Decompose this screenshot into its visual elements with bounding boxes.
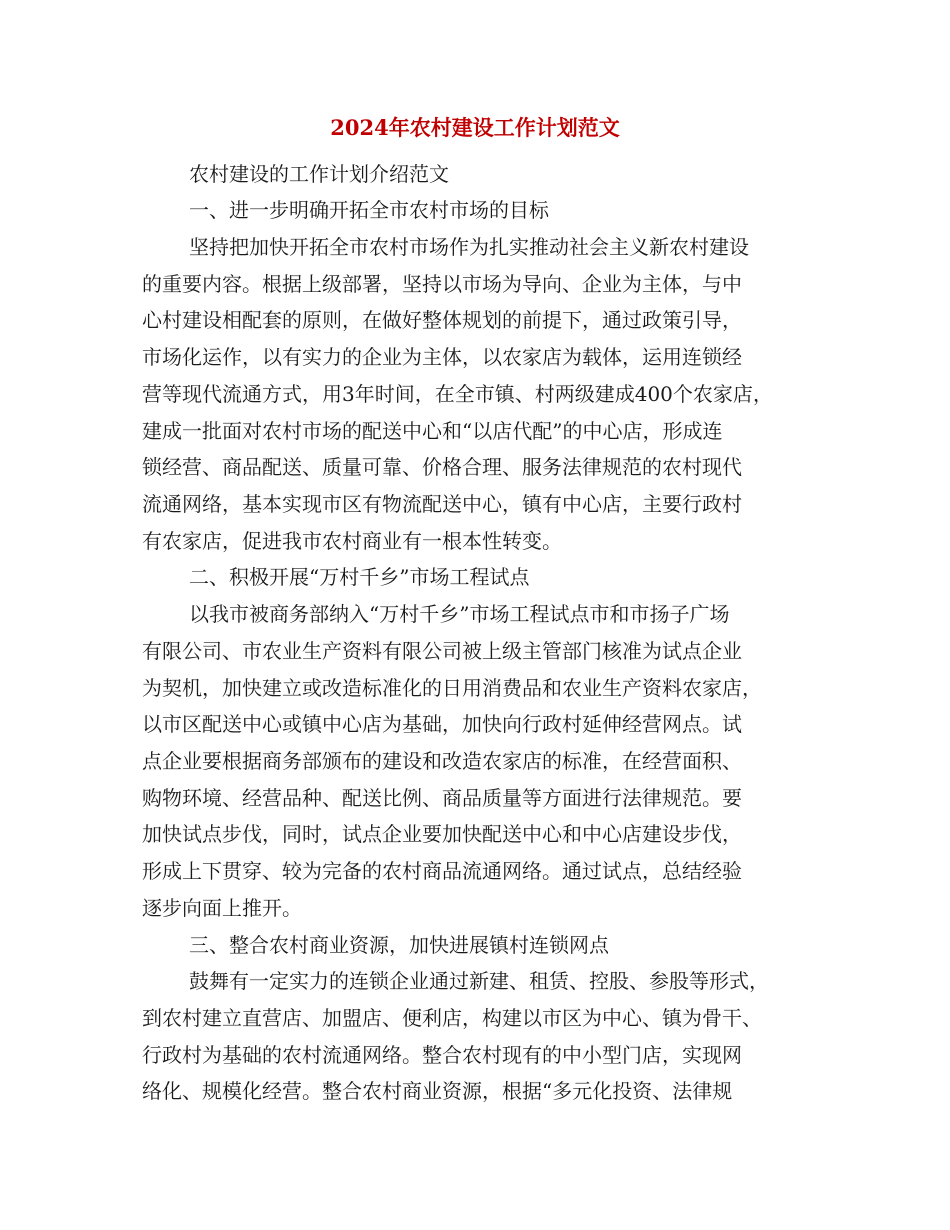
paragraph-line: 市场化运作，以有实力的企业为主体，以农家店为载体，运用连锁经 bbox=[142, 345, 742, 369]
paragraph-line: 点企业要根据商务部颁布的建设和改造农家店的标准，在经营面积、 bbox=[142, 749, 742, 773]
paragraph-line: 坚持把加快开拓全市农村市场作为扎实推动社会主义新农村建设 bbox=[189, 235, 749, 259]
paragraph-line: 为契机，加快建立或改造标准化的日用消费品和农业生产资料农家店， bbox=[142, 676, 762, 700]
paragraph-line: 营等现代流通方式，用3年时间，在全市镇、村两级建成400个农家店， bbox=[142, 382, 773, 406]
paragraph-line: 加快试点步伐，同时，试点企业要加快配送中心和中心店建设步伐， bbox=[142, 822, 742, 846]
paragraph-line: 行政村为基础的农村流通网络。整合农村现有的中小型门店，实现网 bbox=[142, 1043, 742, 1067]
intro-line: 农村建设的工作计划介绍范文 bbox=[189, 162, 449, 186]
paragraph-line: 的重要内容。根据上级部署，坚持以市场为导向、企业为主体，与中 bbox=[142, 272, 742, 296]
paragraph-line: 鼓舞有一定实力的连锁企业通过新建、租赁、控股、参股等形式， bbox=[189, 969, 769, 993]
paragraph-line: 形成上下贯穿、较为完备的农村商品流通网络。通过试点，总结经验 bbox=[142, 859, 742, 883]
paragraph-line: 锁经营、商品配送、质量可靠、价格合理、服务法律规范的农村现代 bbox=[142, 455, 742, 479]
paragraph-line: 有农家店，促进我市农村商业有一根本性转变。 bbox=[142, 529, 562, 553]
paragraph-line: 流通网络，基本实现市区有物流配送中心，镇有中心店，主要行政村 bbox=[142, 492, 742, 516]
paragraph-line: 建成一批面对农村市场的配送中心和“以店代配”的中心店，形成连 bbox=[142, 419, 723, 443]
paragraph-line: 有限公司、市农业生产资料有限公司被上级主管部门核准为试点企业 bbox=[142, 639, 742, 663]
paragraph-line: 心村建设相配套的原则，在做好整体规划的前提下，通过政策引导， bbox=[142, 308, 742, 332]
section-heading-1: 一、进一步明确开拓全市农村市场的目标 bbox=[189, 198, 549, 222]
paragraph-line: 购物环境、经营品种、配送比例、商品质量等方面进行法律规范。要 bbox=[142, 786, 742, 810]
section-heading-3: 三、整合农村商业资源，加快进展镇村连锁网点 bbox=[189, 933, 609, 957]
paragraph-line: 以我市被商务部纳入“万村千乡”市场工程试点市和市扬子广场 bbox=[189, 602, 730, 626]
paragraph-line: 络化、规模化经营。整合农村商业资源，根据“多元化投资、法律规 bbox=[142, 1079, 733, 1103]
document-title: 2024年农村建设工作计划范文 bbox=[330, 115, 620, 140]
paragraph-line: 逐步向面上推开。 bbox=[142, 896, 302, 920]
paragraph-line: 到农村建立直营店、加盟店、便利店，构建以市区为中心、镇为骨干、 bbox=[142, 1006, 762, 1030]
paragraph-line: 以市区配送中心或镇中心店为基础，加快向行政村延伸经营网点。试 bbox=[142, 712, 742, 736]
section-heading-2: 二、积极开展“万村千乡”市场工程试点 bbox=[189, 565, 530, 589]
